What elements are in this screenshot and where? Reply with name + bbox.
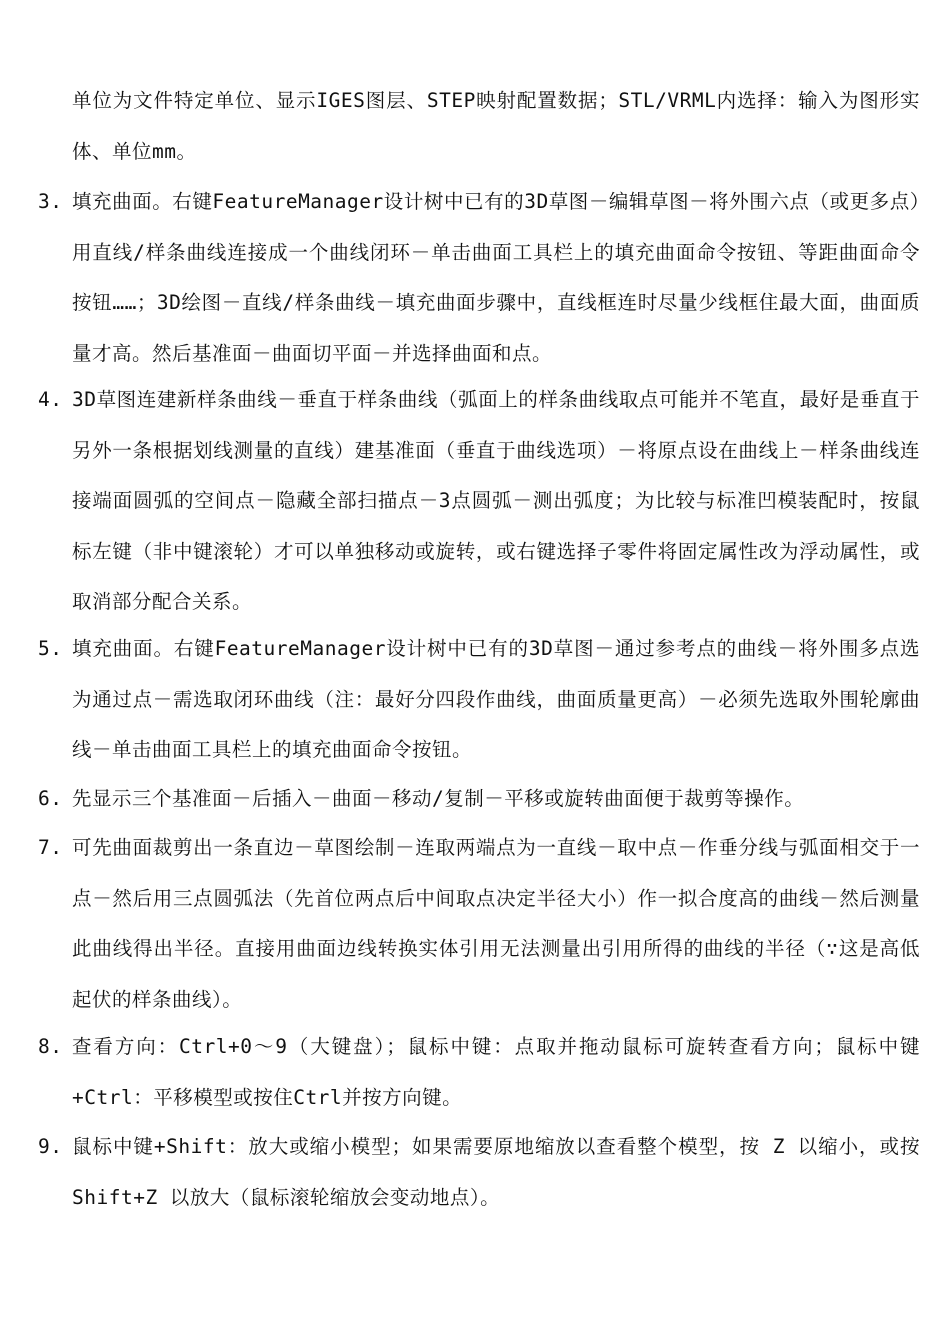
item-number: 4. [38, 388, 63, 411]
intro-paragraph [38, 76, 920, 177]
item-number: 6. [38, 787, 63, 810]
item-number: 3. [38, 190, 63, 213]
list-item-3 [38, 177, 920, 379]
intro-text: 单位为文件特定单位、显示IGES图层、STEP映射配置数据；STL/VRML内选择：输入为图形实体、单位mm。 [72, 89, 920, 163]
list-item-9 [38, 1122, 920, 1223]
list-item-6 [38, 774, 920, 825]
item-text: 查看方向：Ctrl+0～9（大键盘）；鼠标中键：点取并拖动鼠标可旋转查看方向；鼠标中键+Ctrl：平移模型或按住Ctrl并按方向键。 [72, 1035, 920, 1109]
item-text: 可先曲面裁剪出一条直边－草图绘制－连取两端点为一直线－取中点－作垂分线与弧面相交于一点－然后用三点圆弧法（先首位两点后中间取点决定半径大小）作一拟合度高的曲线－然后测量此曲线得出半径。直接用曲面边线转换实体引用无法测量出引用所得的曲线的半径（∵这是高低起伏的样条曲线）。 [72, 836, 920, 1011]
list-item-5 [38, 624, 920, 776]
item-number: 9. [38, 1135, 63, 1158]
item-number: 5. [38, 637, 63, 660]
item-text: 3D草图连建新样条曲线－垂直于样条曲线（弧面上的样条曲线取点可能并不笔直，最好是垂直于另外一条根据划线测量的直线）建基准面（垂直于曲线选项）－将原点设在曲线上－样条曲线连接端面圆弧的空间点－隐藏全部扫描点－3点圆弧－测出弧度；为比较与标准凹模装配时，按鼠标左键（非中键滚轮）才可以单独移动或旋转，或右键选择子零件将固定属性改为浮动属性，或取消部分配合关系。 [72, 388, 920, 613]
list-item-7 [38, 823, 920, 1025]
item-text: 填充曲面。右键FeatureManager设计树中已有的3D草图－通过参考点的曲线－将外围多点选为通过点－需选取闭环曲线（注：最好分四段作曲线，曲面质量更高）－必须先选取外围轮廓曲线－单击曲面工具栏上的填充曲面命令按钮。 [72, 637, 920, 761]
list-item-4 [38, 375, 920, 628]
item-number: 7. [38, 836, 63, 859]
item-number: 8. [38, 1035, 63, 1058]
item-text: 鼠标中键+Shift：放大或缩小模型；如果需要原地缩放以查看整个模型，按 Z 以缩小，或按 Shift+Z 以放大（鼠标滚轮缩放会变动地点）。 [72, 1135, 920, 1209]
list-item-8 [38, 1022, 920, 1123]
item-text: 先显示三个基准面－后插入－曲面－移动/复制－平移或旋转曲面便于裁剪等操作。 [72, 787, 805, 810]
item-text: 填充曲面。右键FeatureManager设计树中已有的3D草图－编辑草图－将外围六点（或更多点）用直线/样条曲线连接成一个曲线闭环－单击曲面工具栏上的填充曲面命令按钮、等距曲面命令按钮……；3D绘图－直线/样条曲线－填充曲面步骤中，直线框连时尽量少线框住最大面，曲面质量才高。然后基准面－曲面切平面－并选择曲面和点。 [72, 190, 920, 365]
